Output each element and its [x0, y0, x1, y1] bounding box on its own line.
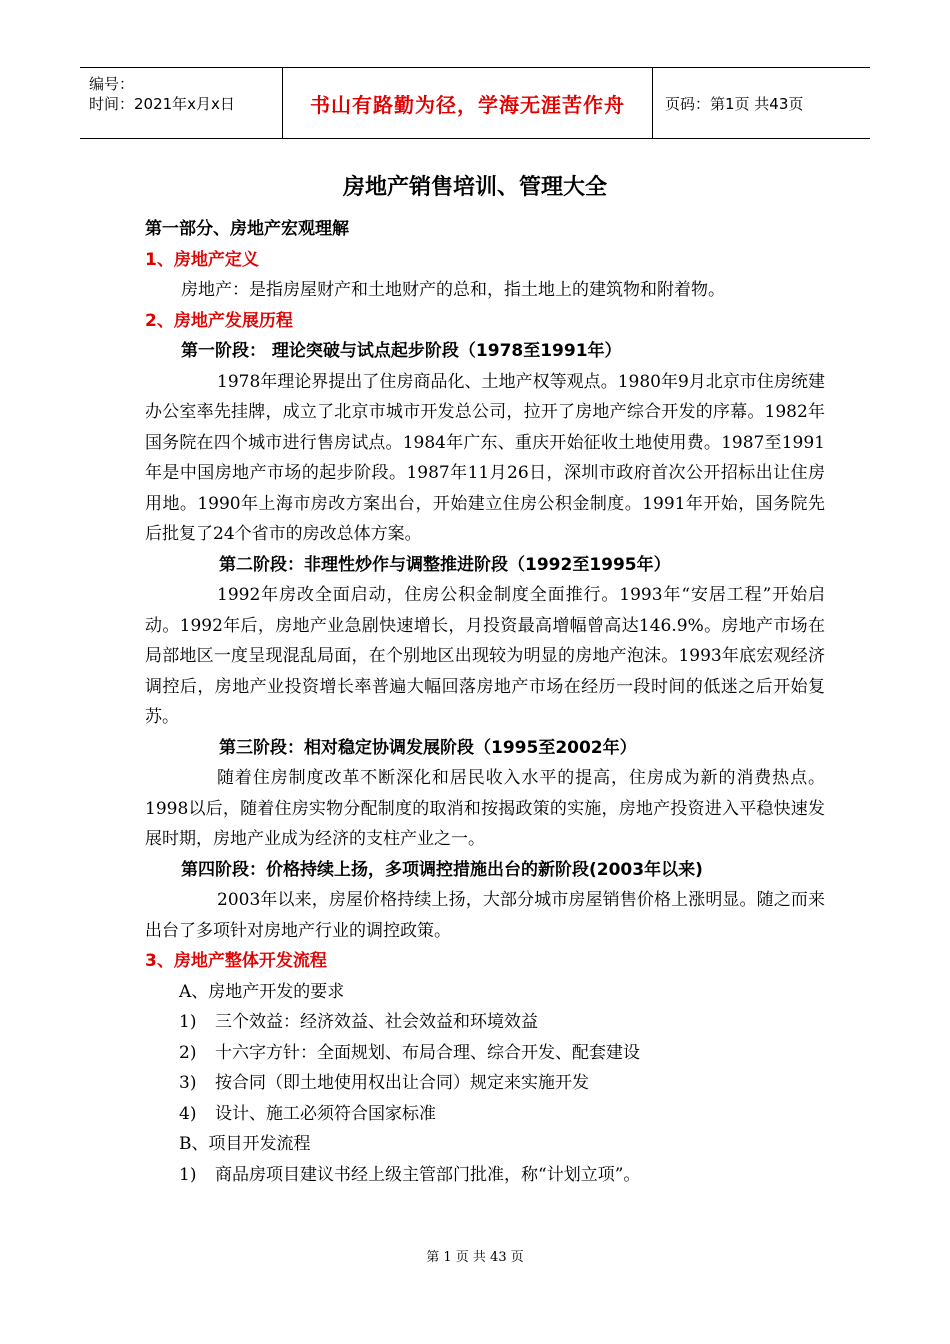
stage-3-text: 随着住房制度改革不断深化和居民收入水平的提高，住房成为新的消费热点。1998以后，随着住房实物分配制度的取消和按揭政策的实施，房地产投资进入平稳快速发展时期，房地产业成为经济的支柱产业之一。: [145, 768, 825, 849]
time-label: 时间：2021年x月x日: [89, 95, 235, 113]
list-item-text: 商品房项目建议书经上级主管部门批准，称“计划立项”。: [215, 1164, 641, 1185]
stage-1-text: 1978年理论界提出了住房商品化、土地产权等观点。1980年9月北京市住房统建办公室率先挂牌，成立了北京市城市开发总公司，拉开了房地产综合开发的序幕。1982年国务院在四个城市进行售房试点。1984年广东、重庆开始征收土地使用费。1987至1991年是中国房地产市场的起步阶段。1987年11月26日，深圳市政府首次公开招标出让住房用地。1990年上海市房改方案出台，开始建立住房公积金制度。1991年开始，国务院先后批复了24个省市的房改总体方案。: [145, 371, 825, 544]
list-item: [145, 1068, 825, 1099]
list-item-number: 4): [179, 1103, 197, 1124]
list-item-number: 1): [179, 1012, 197, 1032]
header-page-code: [653, 68, 870, 138]
page-footer: 第 1 页 共 43 页: [426, 1250, 524, 1265]
list-item: [145, 1099, 825, 1130]
list-item-text: 按合同（即土地使用权出让合同）规定来实施开发: [215, 1073, 589, 1093]
list-item-number: 3): [179, 1073, 197, 1093]
section-2-heading: 2、房地产发展历程: [145, 310, 293, 331]
list-item-number: 2): [179, 1042, 197, 1063]
stage-4-text: 2003年以来，房屋价格持续上扬，大部分城市房屋销售价格上涨明显。随之而来出台了多项针对房地产行业的调控政策。: [145, 890, 825, 941]
document-title: 房地产销售培训、管理大全: [342, 175, 607, 200]
stage-2-text: 1992年房改全面启动，住房公积金制度全面推行。1993年“安居工程”开始启动。1992年后，房地产业急剧快速增长，月投资最高增幅曾高达146.9%。房地产市场在局部地区一度呈现混乱局面，在个别地区出现较为明显的房地产泡沫。1993年底宏观经济调控后，房地产业投资增长率普遍大幅回落房地产市场在经历一段时间的低迷之后开始复苏。: [145, 585, 825, 727]
page-code: 页码：第1页 共43页: [665, 94, 804, 113]
list-item: [145, 1160, 825, 1191]
list-item-number: 1): [179, 1164, 197, 1185]
section-1-text: 房地产：是指房屋财产和土地财产的总和，指土地上的建筑物和附着物。: [181, 280, 725, 300]
document-body: [145, 214, 825, 1190]
part-heading: 第一部分、房地产宏观理解: [145, 219, 349, 239]
header-motto-cell: [283, 68, 653, 138]
section-3-heading: 3、房地产整体开发流程: [145, 951, 327, 971]
list-item-text: 设计、施工必须符合国家标准: [215, 1103, 436, 1124]
stage-3-title: 第三阶段：相对稳定协调发展阶段（1995至2002年）: [219, 737, 637, 758]
list-item: [145, 1007, 825, 1038]
list-item-text: 十六字方针：全面规划、布局合理、综合开发、配套建设: [215, 1042, 640, 1063]
page-header: [80, 67, 870, 139]
motto: 书山有路勤为径，学海无涯苦作舟: [310, 92, 625, 117]
section-1-heading: 1、房地产定义: [145, 249, 259, 270]
list-item: [145, 1038, 825, 1069]
stage-4-title: 第四阶段：价格持续上扬，多项调控措施出台的新阶段(2003年以来): [181, 859, 703, 880]
process-title: B、项目开发流程: [179, 1134, 311, 1154]
list-item-text: 三个效益：经济效益、社会效益和环境效益: [215, 1012, 538, 1032]
number-label: 编号：: [89, 75, 135, 93]
stage-2-title: 第二阶段：非理性炒作与调整推进阶段（1992至1995年）: [219, 554, 671, 575]
header-meta: [80, 68, 283, 138]
stage-1-title: 第一阶段： 理论突破与试点起步阶段（1978至1991年）: [181, 341, 622, 361]
requirements-title: A、房地产开发的要求: [179, 981, 345, 1002]
